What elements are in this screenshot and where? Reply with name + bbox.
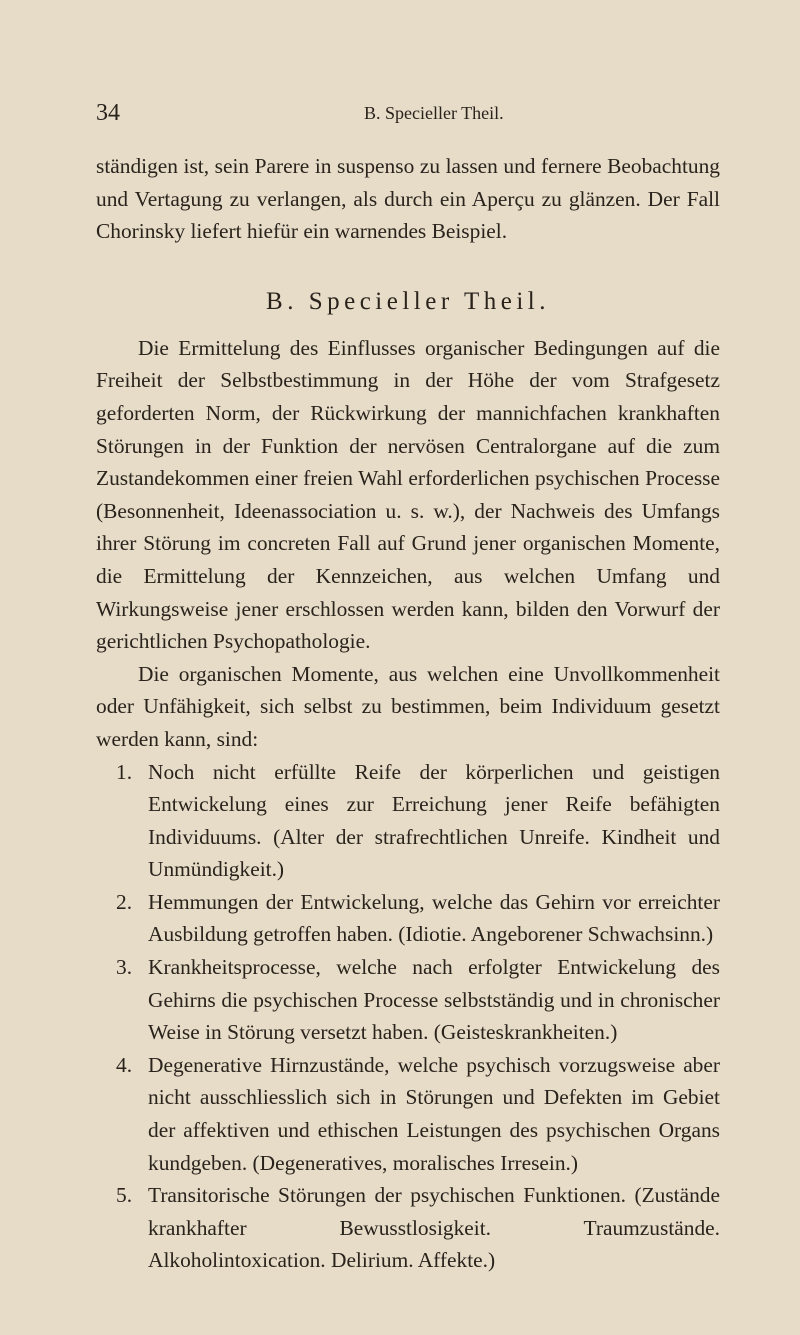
page-header (96, 98, 716, 128)
list-item-text: Transitorische Störungen der psychischen Funktionen. (Zustände krankhafter Bewusstlosigkeit. Traumzustände. Alkoholintoxication. Delirium. Affekte.) (148, 1183, 720, 1273)
list-item (96, 886, 720, 951)
list-item (96, 1179, 720, 1277)
list-item-text: Noch nicht erfüllte Reife der körperlichen und geistigen Entwickelung eines zur Erreichung jener Reife befähigten Individuums. (Alter der strafrechtlichen Unreife. Kindheit und Unmündigkeit.) (148, 759, 720, 882)
list-item-text: Degenerative Hirnzustände, welche psychisch vorzugsweise aber nicht ausschliesslich sich in Störungen und Defekten im Gebiet der affektiven und ethischen Leistungen des psychischen Organs kundgeben. (Degeneratives, moralisches Irresein.) (148, 1052, 720, 1175)
list-item-number: 2. (116, 889, 133, 914)
factor-list (96, 756, 720, 1278)
list-item-number: 1. (116, 759, 133, 784)
page-number: 34 (96, 100, 120, 126)
section-title: B. Specieller Theil. (266, 287, 550, 315)
list-item-number: 4. (116, 1052, 133, 1077)
list-item-number: 3. (116, 955, 133, 980)
list-item (96, 951, 720, 1049)
section-paragraph-2: Die organischen Momente, aus welchen eine Unvollkommenheit oder Unfähigkeit, sich selbst zu bestimmen, beim Individuum gesetzt werden kann, sind: (96, 661, 720, 751)
page-body (96, 150, 720, 1277)
running-head: B. Specieller Theil. (364, 103, 504, 123)
list-item (96, 756, 720, 886)
intro-paragraph: ständigen ist, sein Parere in suspenso zu lassen und fernere Beobachtung und Vertagung zu verlangen, als durch ein Aperçu zu glänzen. Der Fall Chorinsky liefert hiefür ein warnendes Beispiel. (96, 154, 720, 244)
list-item-text: Hemmungen der Entwickelung, welche das Gehirn vor erreichter Ausbildung getroffen haben. (Idiotie. Angeborener Schwachsinn.) (148, 889, 720, 947)
section-paragraph-1: Die Ermittelung des Einflusses organischer Bedingungen auf die Freiheit der Selbstbestimmung in der Höhe der vom Strafgesetz geforderten Norm, der Rückwirkung der mannichfachen krankhaften Störungen in der Funktion der nervösen Centralorgane auf die zum Zustandekommen einer freien Wahl erforderlichen psychischen Processe (Besonnenheit, Ideenassociation u. s. w.), der Nachweis des Umfangs ihrer Störung im concreten Fall auf Grund jener organischen Momente, die Ermittelung der Kennzeichen, aus welchen Umfang und Wirkungsweise jener erschlossen werden kann, bilden den Vorwurf der gerichtlichen Psychopathologie. (96, 335, 720, 654)
list-item-number: 5. (116, 1183, 133, 1208)
list-item (96, 1049, 720, 1179)
list-item-text: Krankheitsprocesse, welche nach erfolgter Entwickelung des Gehirns die psychischen Processe selbstständig und in chronischer Weise in Störung versetzt haben. (Geisteskrankheiten.) (148, 955, 720, 1045)
